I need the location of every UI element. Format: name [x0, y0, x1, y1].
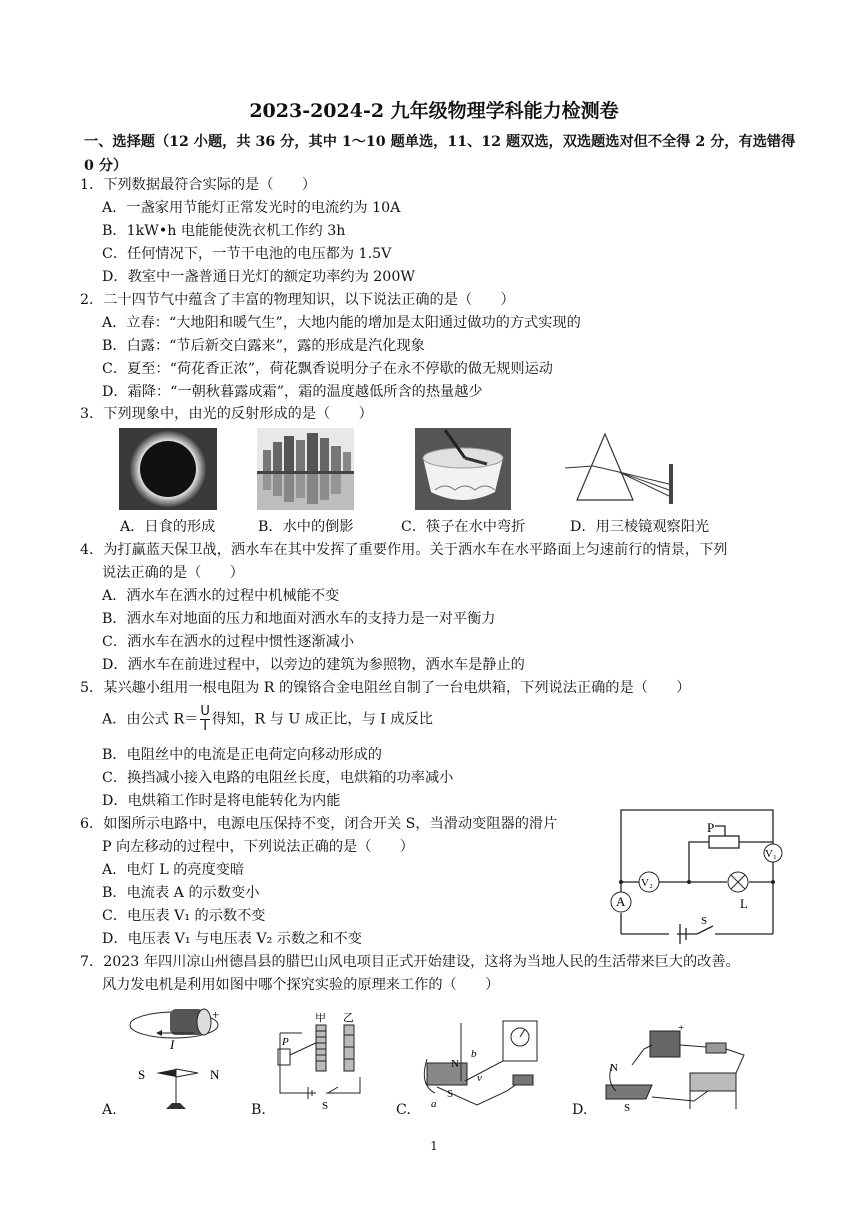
figure-b-electromagnets: [268, 1013, 373, 1115]
q4-option-d: D．洒水车在前进过程中，以旁边的建筑为参照物，洒水车是静止的: [102, 657, 525, 673]
fig-a-north: N: [210, 1067, 220, 1082]
formula-denominator: I: [203, 719, 208, 734]
reflection-image: [257, 428, 354, 510]
q4-option-b: B．洒水车对地面的压力和地面对洒水车的支持力是一对平衡力: [102, 611, 496, 627]
q4-option-a: A．洒水车在洒水的过程中机械能不变: [102, 588, 340, 604]
fig-c-south: S: [447, 1088, 454, 1100]
fig-b-yi: 乙: [343, 1013, 354, 1024]
q5-option-a: [102, 705, 433, 734]
fig-b-switch: S: [322, 1100, 329, 1112]
formula-numerator: U: [200, 704, 210, 719]
label-switch: S: [701, 915, 708, 927]
fig-b-jia: 甲: [315, 1013, 326, 1024]
q6-stem-line2: P 向左移动的过程中，下列说法正确的是（ ）: [102, 839, 414, 855]
chopstick-bowl-image: [415, 428, 511, 510]
q5-a-prefix: A．由公式 R＝: [102, 711, 199, 728]
q5-option-c: C．换挡减小接入电路的电阻丝长度，电烘箱的功率减小: [102, 770, 454, 786]
q5-option-d: D．电烘箱工作时是将电能转化为内能: [102, 793, 341, 809]
q1-option-d: D．教室中一盏普通日光灯的额定功率约为 200W: [102, 269, 415, 285]
q7-option-b: B.: [251, 1102, 266, 1118]
q5-a-suffix: 得知，R 与 U 成正比，与 I 成反比: [211, 711, 433, 728]
q4-option-c: C．洒水车在洒水的过程中惯性逐渐减小: [102, 634, 355, 650]
label-v2: V₂: [641, 877, 653, 889]
figure-a-solenoid-compass: [122, 1003, 232, 1115]
q2-option-a: A．立春：“大地阳和暖气生”，大地内能的增加是太阳通过做功的方式实现的: [102, 315, 581, 331]
fig-b-p: P: [282, 1036, 289, 1048]
fig-d-north: N: [610, 1062, 618, 1074]
q7-stem-line2: 风力发电机是利用如图中哪个探究实验的原理来工作的（ ）: [102, 977, 500, 993]
q6-option-d: D．电压表 V₁ 与电压表 V₂ 示数之和不变: [102, 931, 362, 947]
q4-stem-line2: 说法正确的是（ ）: [102, 565, 244, 581]
solar-eclipse-image: [119, 428, 217, 510]
section-header: 一、选择题（12 小题，共 36 分，其中 1～10 题单选，11、12 题双选，双选题选对但不全得 2 分，有选错得 0 分）: [84, 134, 796, 174]
fig-c-v: v: [477, 1072, 482, 1084]
fig-c-b: b: [471, 1048, 477, 1060]
q3-option-a: A．日食的形成: [120, 519, 216, 535]
fig-d-plus: +: [678, 1025, 685, 1034]
q3-stem: 3．下列现象中，由光的反射形成的是（ ）: [80, 406, 373, 422]
q2-option-d: D．霜降：“一朝秋暮露成霜”，霜的温度越低所含的热量越少: [102, 384, 483, 400]
q2-option-c: C．夏至：“荷花香正浓”，荷花飘香说明分子在永不停歇的做无规则运动: [102, 361, 553, 377]
label-v1: V₁: [765, 848, 777, 860]
fig-d-south: S: [624, 1102, 631, 1114]
q2-stem: 2．二十四节气中蕴含了丰富的物理知识，以下说法正确的是（ ）: [80, 292, 515, 308]
q6-option-b: B．电流表 A 的示数变小: [102, 885, 260, 901]
q7-stem-line1: 7．2023 年四川凉山州德昌县的腊巴山风电项目正式开始建设，这将为当地人民的生活带来巨大的改善。: [80, 954, 740, 970]
q2-option-b: B．白露：“节后新交白露来”，露的形成是汽化现象: [102, 338, 425, 354]
page-number: 1: [430, 1139, 438, 1153]
q6-option-c: C．电压表 V₁ 的示数不变: [102, 908, 266, 924]
q1-option-c: C．任何情况下，一节干电池的电压都为 1.5V: [102, 246, 392, 262]
fig-c-north: N: [451, 1058, 459, 1070]
fig-a-plus: +: [212, 1007, 220, 1022]
q4-stem-line1: 4．为打赢蓝天保卫战，洒水车在其中发挥了重要作用。关于洒水车在水平路面上匀速前行的情景，下列: [80, 542, 728, 558]
q7-option-c: C.: [396, 1102, 411, 1118]
circuit-diagram: [605, 806, 791, 944]
label-ammeter: A: [616, 894, 626, 909]
q5-option-b: B．电阻丝中的电流是正电荷定向移动形成的: [102, 747, 382, 763]
q1-stem: 1．下列数据最符合实际的是（ ）: [80, 177, 317, 193]
page-title: 2023-2024-2 九年级物理学科能力检测卷: [249, 100, 619, 122]
figure-d-motor: [598, 1025, 748, 1117]
q6-option-a: A．电灯 L 的亮度变暗: [102, 862, 245, 878]
q3-option-d: D．用三棱镜观察阳光: [570, 519, 710, 535]
label-lamp: L: [740, 896, 748, 911]
q7-option-d: D.: [572, 1102, 588, 1118]
q3-option-c: C．筷子在水中弯折: [401, 519, 526, 535]
q5-stem: 5．某兴趣小组用一根电阻为 R 的镍铬合金电阻丝自制了一台电烘箱，下列说法正确的是（ ）: [80, 680, 691, 696]
q1-option-b: B．1kW•h 电能能使洗衣机工作约 3h: [102, 223, 346, 239]
formula-fraction: [200, 705, 210, 734]
label-p: P: [707, 820, 715, 835]
fig-c-a: a: [431, 1098, 437, 1110]
fig-a-south: S: [138, 1067, 146, 1082]
fig-a-current: I: [170, 1037, 175, 1052]
q3-option-b: B．水中的倒影: [258, 519, 354, 535]
prism-image: [565, 428, 677, 510]
figure-c-generator: [417, 1015, 547, 1117]
q6-stem-line1: 6．如图所示电路中，电源电压保持不变，闭合开关 S，当滑动变阻器的滑片: [80, 816, 558, 832]
q1-option-a: A．一盏家用节能灯正常发光时的电流约为 10A: [102, 200, 401, 216]
q7-option-a: A.: [102, 1102, 117, 1118]
